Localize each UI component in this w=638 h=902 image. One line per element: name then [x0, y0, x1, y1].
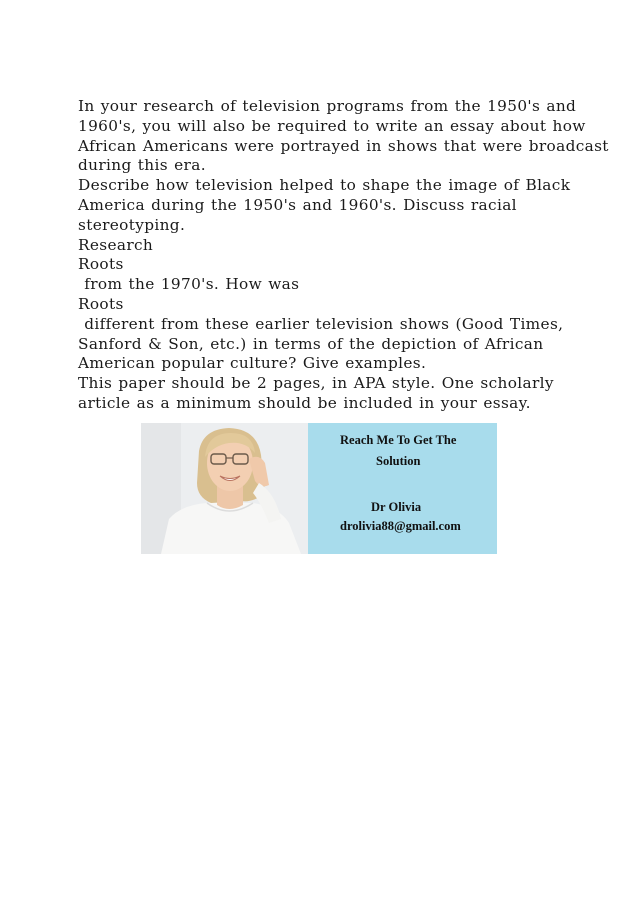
promo-banner: [141, 423, 497, 554]
contact-name: Dr Olivia: [371, 500, 422, 514]
text-line: from the 1970's. How was: [78, 275, 300, 294]
contact-panel: [308, 423, 497, 554]
text-line: Sanford & Son, etc.) in terms of the depiction of African: [78, 334, 544, 353]
text-line: Roots: [78, 255, 124, 274]
text-line: Describe how television helped to shape the image of Black: [78, 176, 571, 195]
promo-headline-solution: Solution: [376, 454, 421, 468]
text-line: America during the 1950's and 1960's. Discuss racial: [78, 195, 517, 214]
text-line: This paper should be 2 pages, in APA style. One scholarly: [78, 374, 554, 393]
contact-email[interactable]: drolivia88@gmail.com: [340, 519, 461, 533]
text-line: stereotyping.: [78, 215, 186, 234]
text-line: different from these earlier television shows (Good Times,: [78, 314, 564, 333]
text-line: during this era.: [78, 156, 206, 175]
text-line: article as a minimum should be included in your essay.: [78, 393, 531, 412]
document-body: [78, 97, 609, 414]
text-line: Roots: [78, 294, 124, 313]
text-line: In your research of television programs from the 1950's and: [78, 97, 577, 115]
text-line: African Americans were portrayed in shows that were broadcast: [78, 136, 609, 155]
woman-with-glasses-photo: [141, 423, 308, 554]
text-line: 1960's, you will also be required to write an essay about how: [78, 116, 586, 135]
text-line: Research: [78, 235, 154, 254]
promo-headline: Reach Me To Get The: [340, 433, 457, 447]
text-line: American popular culture? Give examples.: [78, 354, 427, 373]
